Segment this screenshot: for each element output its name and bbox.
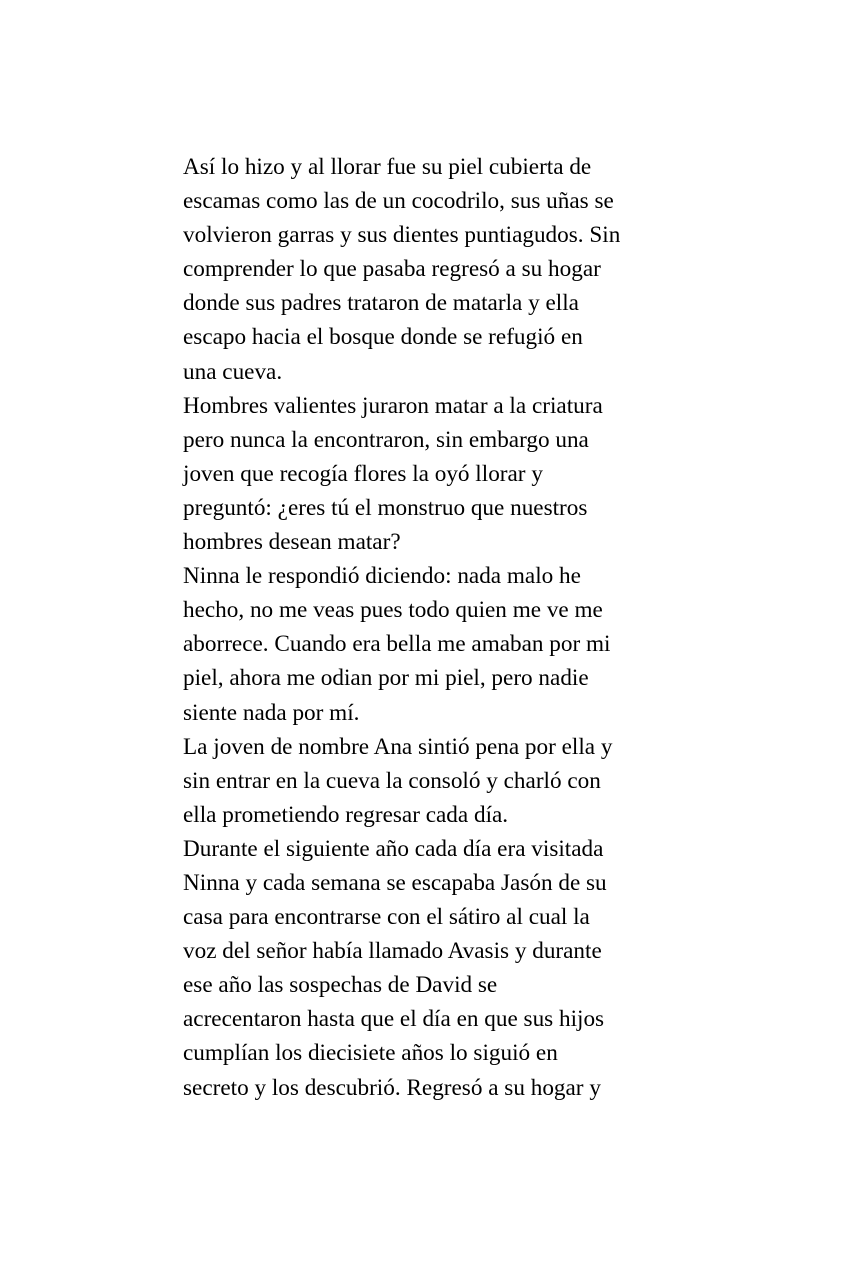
text-line: preguntó: ¿eres tú el monstruo que nuestros: [183, 494, 588, 521]
text-line: Ninna y cada semana se escapaba Jasón de su: [183, 869, 607, 896]
text-line: joven que recogía flores la oyó llorar y: [183, 460, 543, 487]
text-line: Hombres valientes juraron matar a la criatura: [183, 392, 603, 419]
text-line: pero nunca la encontraron, sin embargo una: [183, 426, 589, 453]
text-line: piel, ahora me odian por mi piel, pero nadie: [183, 665, 589, 692]
text-line: aborrece. Cuando era bella me amaban por mi: [183, 631, 611, 658]
text-line: siente nada por mí.: [183, 699, 360, 726]
text-line: La joven de nombre Ana sintió pena por ella y: [183, 733, 613, 760]
text-line: secreto y los descubrió. Regresó a su hogar y: [183, 1074, 601, 1101]
text-line: cumplían los diecisiete años lo siguió en: [183, 1040, 558, 1067]
text-line: voz del señor había llamado Avasis y durante: [183, 938, 602, 965]
text-line: hombres desean matar?: [183, 529, 401, 556]
text-line: sin entrar en la cueva la consoló y charló con: [183, 767, 601, 794]
text-line: donde sus padres trataron de matarla y ella: [183, 290, 579, 317]
text-line: hecho, no me veas pues todo quien me ve me: [183, 597, 603, 624]
text-line: comprender lo que pasaba regresó a su hogar: [183, 256, 601, 283]
text-line: casa para encontrarse con el sátiro al cual la: [183, 904, 590, 931]
text-line: escamas como las de un cocodrilo, sus uñas se: [183, 188, 614, 215]
text-line: Durante el siguiente año cada día era visitada: [183, 835, 604, 862]
text-line: escapo hacia el bosque donde se refugió en: [183, 324, 583, 351]
text-line: Ninna le respondió diciendo: nada malo he: [183, 563, 581, 590]
text-line: Así lo hizo y al llorar fue su piel cubierta de: [183, 154, 592, 180]
text-line: una cueva.: [183, 358, 283, 385]
text-line: acrecentaron hasta que el día en que sus hijos: [183, 1006, 605, 1033]
text-line: ella prometiendo regresar cada día.: [183, 801, 509, 828]
text-line: ese año las sospechas de David se: [183, 972, 498, 999]
text-line: volvieron garras y sus dientes puntiagudos. Sin: [183, 222, 621, 249]
body-text: [183, 150, 683, 1105]
